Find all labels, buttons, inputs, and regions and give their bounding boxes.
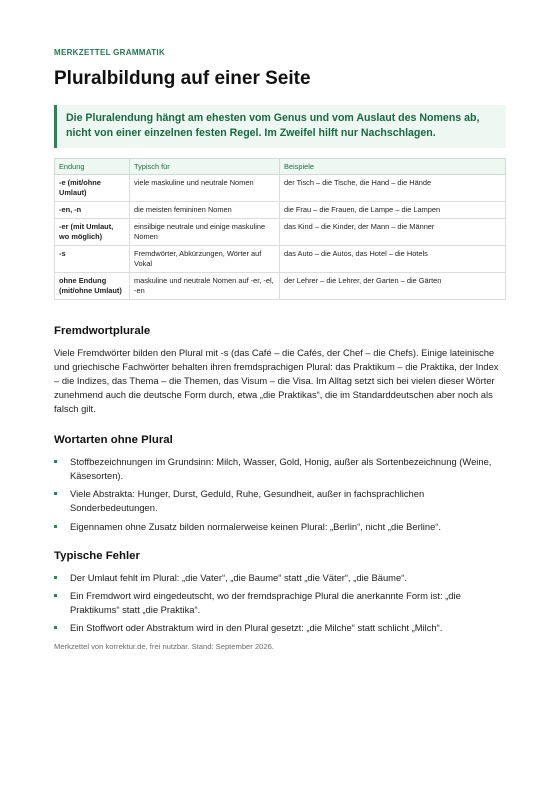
table-row [55, 218, 506, 245]
table-cell-endung: ohne Endung (mit/ohne Umlaut) [55, 272, 130, 299]
table-cell-beispiele: der Lehrer – die Lehrer, der Garten – die Gärten [280, 272, 506, 299]
list-item-text: Ein Fremdwort wird eingedeutscht, wo der fremdsprachige Plural die anerkannte Form ist: „die Praktikums“ statt „die Praktika“. [70, 589, 461, 615]
bullet-icon [54, 492, 57, 495]
table-cell-typisch: einsilbige neutrale und einige maskuline Nomen [130, 218, 280, 245]
bullet-icon [54, 626, 57, 629]
list-item-text: Stoffbezeichnungen im Grundsinn: Milch, Wasser, Gold, Honig, außer als Sortenbezeichnung (Weine, Käsesorten). [70, 456, 492, 482]
list-item-text: Ein Stoffwort oder Abstraktum wird in den Plural gesetzt: „die Milche“ statt schlicht „Milch“. [70, 622, 443, 633]
list-item [54, 487, 506, 515]
bullet-icon [54, 460, 57, 463]
list-item-text: Viele Abstrakta: Hunger, Durst, Geduld, Ruhe, Gesundheit, außer in fachsprachlichen Sonderbedeutungen. [70, 488, 425, 514]
list-item [54, 455, 506, 483]
table-cell-beispiele: das Auto – die Autos, das Hotel – die Hotels [280, 245, 506, 272]
column-header-beispiele: Beispiele [280, 158, 506, 174]
list-item [54, 589, 506, 617]
table-row [55, 245, 506, 272]
plural-table [54, 158, 506, 300]
list-item [54, 621, 506, 635]
bullet-icon [54, 525, 57, 528]
page-title: Pluralbildung auf einer Seite [54, 68, 311, 89]
table-cell-typisch: die meisten femininen Nomen [130, 201, 280, 218]
summary-callout: Die Pluralendung hängt am ehesten vom Genus und vom Auslaut des Nomens ab, nicht von einer einzelnen festen Regel. Im Zweifel hilft nur Nachschlagen. [54, 105, 506, 148]
table-cell-beispiele: das Kind – die Kinder, der Mann – die Männer [280, 218, 506, 245]
table-cell-endung: -s [55, 245, 130, 272]
column-header-typisch: Typisch für [130, 158, 280, 174]
table-row [55, 272, 506, 299]
list-wortarten [54, 455, 506, 534]
section-heading-fehler: Typische Fehler [54, 549, 140, 562]
table-row [55, 201, 506, 218]
table-cell-beispiele: die Frau – die Frauen, die Lampe – die Lampen [280, 201, 506, 218]
list-item-text: Eigennamen ohne Zusatz bilden normalerweise keinen Plural: „Berlin“, nicht „die Berline“. [70, 520, 442, 532]
table-row [55, 174, 506, 201]
table-cell-endung: -en, -n [55, 201, 130, 218]
page-footer: Merkzettel von korrektur.de, frei nutzbar. Stand: September 2026. [54, 642, 274, 652]
table-cell-endung: -er (mit Umlaut, wo möglich) [55, 218, 130, 245]
list-item [54, 520, 506, 534]
table-cell-endung: -e (mit/ohne Umlaut) [55, 174, 130, 201]
bullet-icon [54, 594, 57, 597]
table-cell-typisch: maskuline und neutrale Nomen auf -er, -el, -en [130, 272, 280, 299]
list-item-text: Der Umlaut fehlt im Plural: „die Vater“, „die Baume“ statt „die Väter“, „die Bäume“. [70, 571, 407, 583]
column-header-endung: Endung [55, 158, 130, 174]
list-item [54, 571, 506, 585]
kicker-label: MERKZETTEL GRAMMATIK [54, 48, 166, 57]
bullet-icon [54, 576, 57, 579]
table-cell-typisch: viele maskuline und neutrale Nomen [130, 174, 280, 201]
section-text-fremdwort: Viele Fremdwörter bilden den Plural mit -s (das Café – die Cafés, der Chef – die Chefs). Einige lateinische und griechische Fachwörter behalten ihren fremdsprachigen Plural: das Praktikum – die Praktika, der Index – die Indizes, das Thema – die Themen, das Visum – die Visa. Im Alltag setzt sich bei vielen dieser Wörter zunehmend auch die deutsche Form durch, etwa „die Praktikas“, die im Standarddeutschen aber noch als falsch gilt. [54, 346, 499, 415]
table-header-row [55, 158, 506, 174]
section-heading-wortarten: Wortarten ohne Plural [54, 434, 173, 447]
table-cell-typisch: Fremdwörter, Abkürzungen, Wörter auf Vokal [130, 245, 280, 272]
table-cell-beispiele: der Tisch – die Tische, die Hand – die Hände [280, 174, 506, 201]
list-fehler [54, 571, 506, 635]
section-heading-fremdwort: Fremdwortplurale [54, 324, 151, 337]
